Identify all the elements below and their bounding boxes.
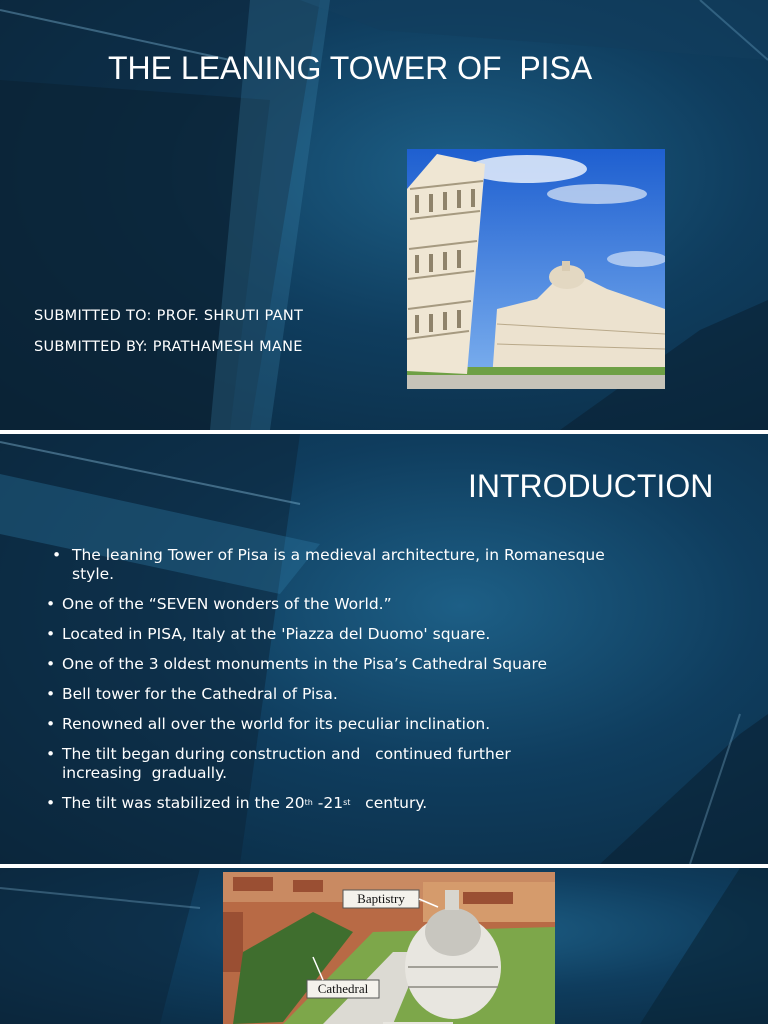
list-item: • One of the “SEVEN wonders of the World.” xyxy=(46,595,392,613)
list-item: • Bell tower for the Cathedral of Pisa. xyxy=(46,685,338,703)
introduction-slide xyxy=(0,434,768,864)
bullet-icon: • xyxy=(46,655,56,673)
bullet-icon: • xyxy=(46,715,56,733)
slide-title: THE LEANING TOWER OF PISA xyxy=(108,50,593,86)
list-item: style. xyxy=(72,565,115,583)
bullet-icon: • xyxy=(46,745,56,763)
leaning-tower-photo xyxy=(407,149,665,389)
list-item: • The tilt was stabilized in the 20th -21st century. xyxy=(46,794,428,812)
bullet-icon: • xyxy=(46,794,56,812)
map-slide xyxy=(0,868,768,1024)
list-item: increasing gradually. xyxy=(62,764,227,782)
list-item: • Renowned all over the world for its peculiar inclination. xyxy=(46,715,491,733)
aerial-photo xyxy=(223,872,555,1024)
slide-title: INTRODUCTION xyxy=(468,468,714,504)
baptistry-label: Baptistry xyxy=(357,891,405,906)
submitted-to: SUBMITTED TO: PROF. SHRUTI PANT xyxy=(34,308,304,324)
list-item: • One of the 3 oldest monuments in the Pisa’s Cathedral Square xyxy=(46,655,548,673)
bullet-icon: • xyxy=(46,685,56,703)
list-item: • The leaning Tower of Pisa is a medieval architecture, in Romanesque xyxy=(52,546,605,564)
list-item: • Located in PISA, Italy at the 'Piazza del Duomo' square. xyxy=(46,625,491,643)
bullet-icon: • xyxy=(46,595,56,613)
bullet-list xyxy=(46,546,726,824)
title-slide xyxy=(0,0,768,430)
bullet-icon: • xyxy=(52,546,62,564)
submitted-by: SUBMITTED BY: PRATHAMESH MANE xyxy=(34,339,303,355)
cathedral-label: Cathedral xyxy=(317,981,369,996)
list-item: • The tilt began during construction and continued further xyxy=(46,745,511,763)
bullet-icon: • xyxy=(46,625,56,643)
